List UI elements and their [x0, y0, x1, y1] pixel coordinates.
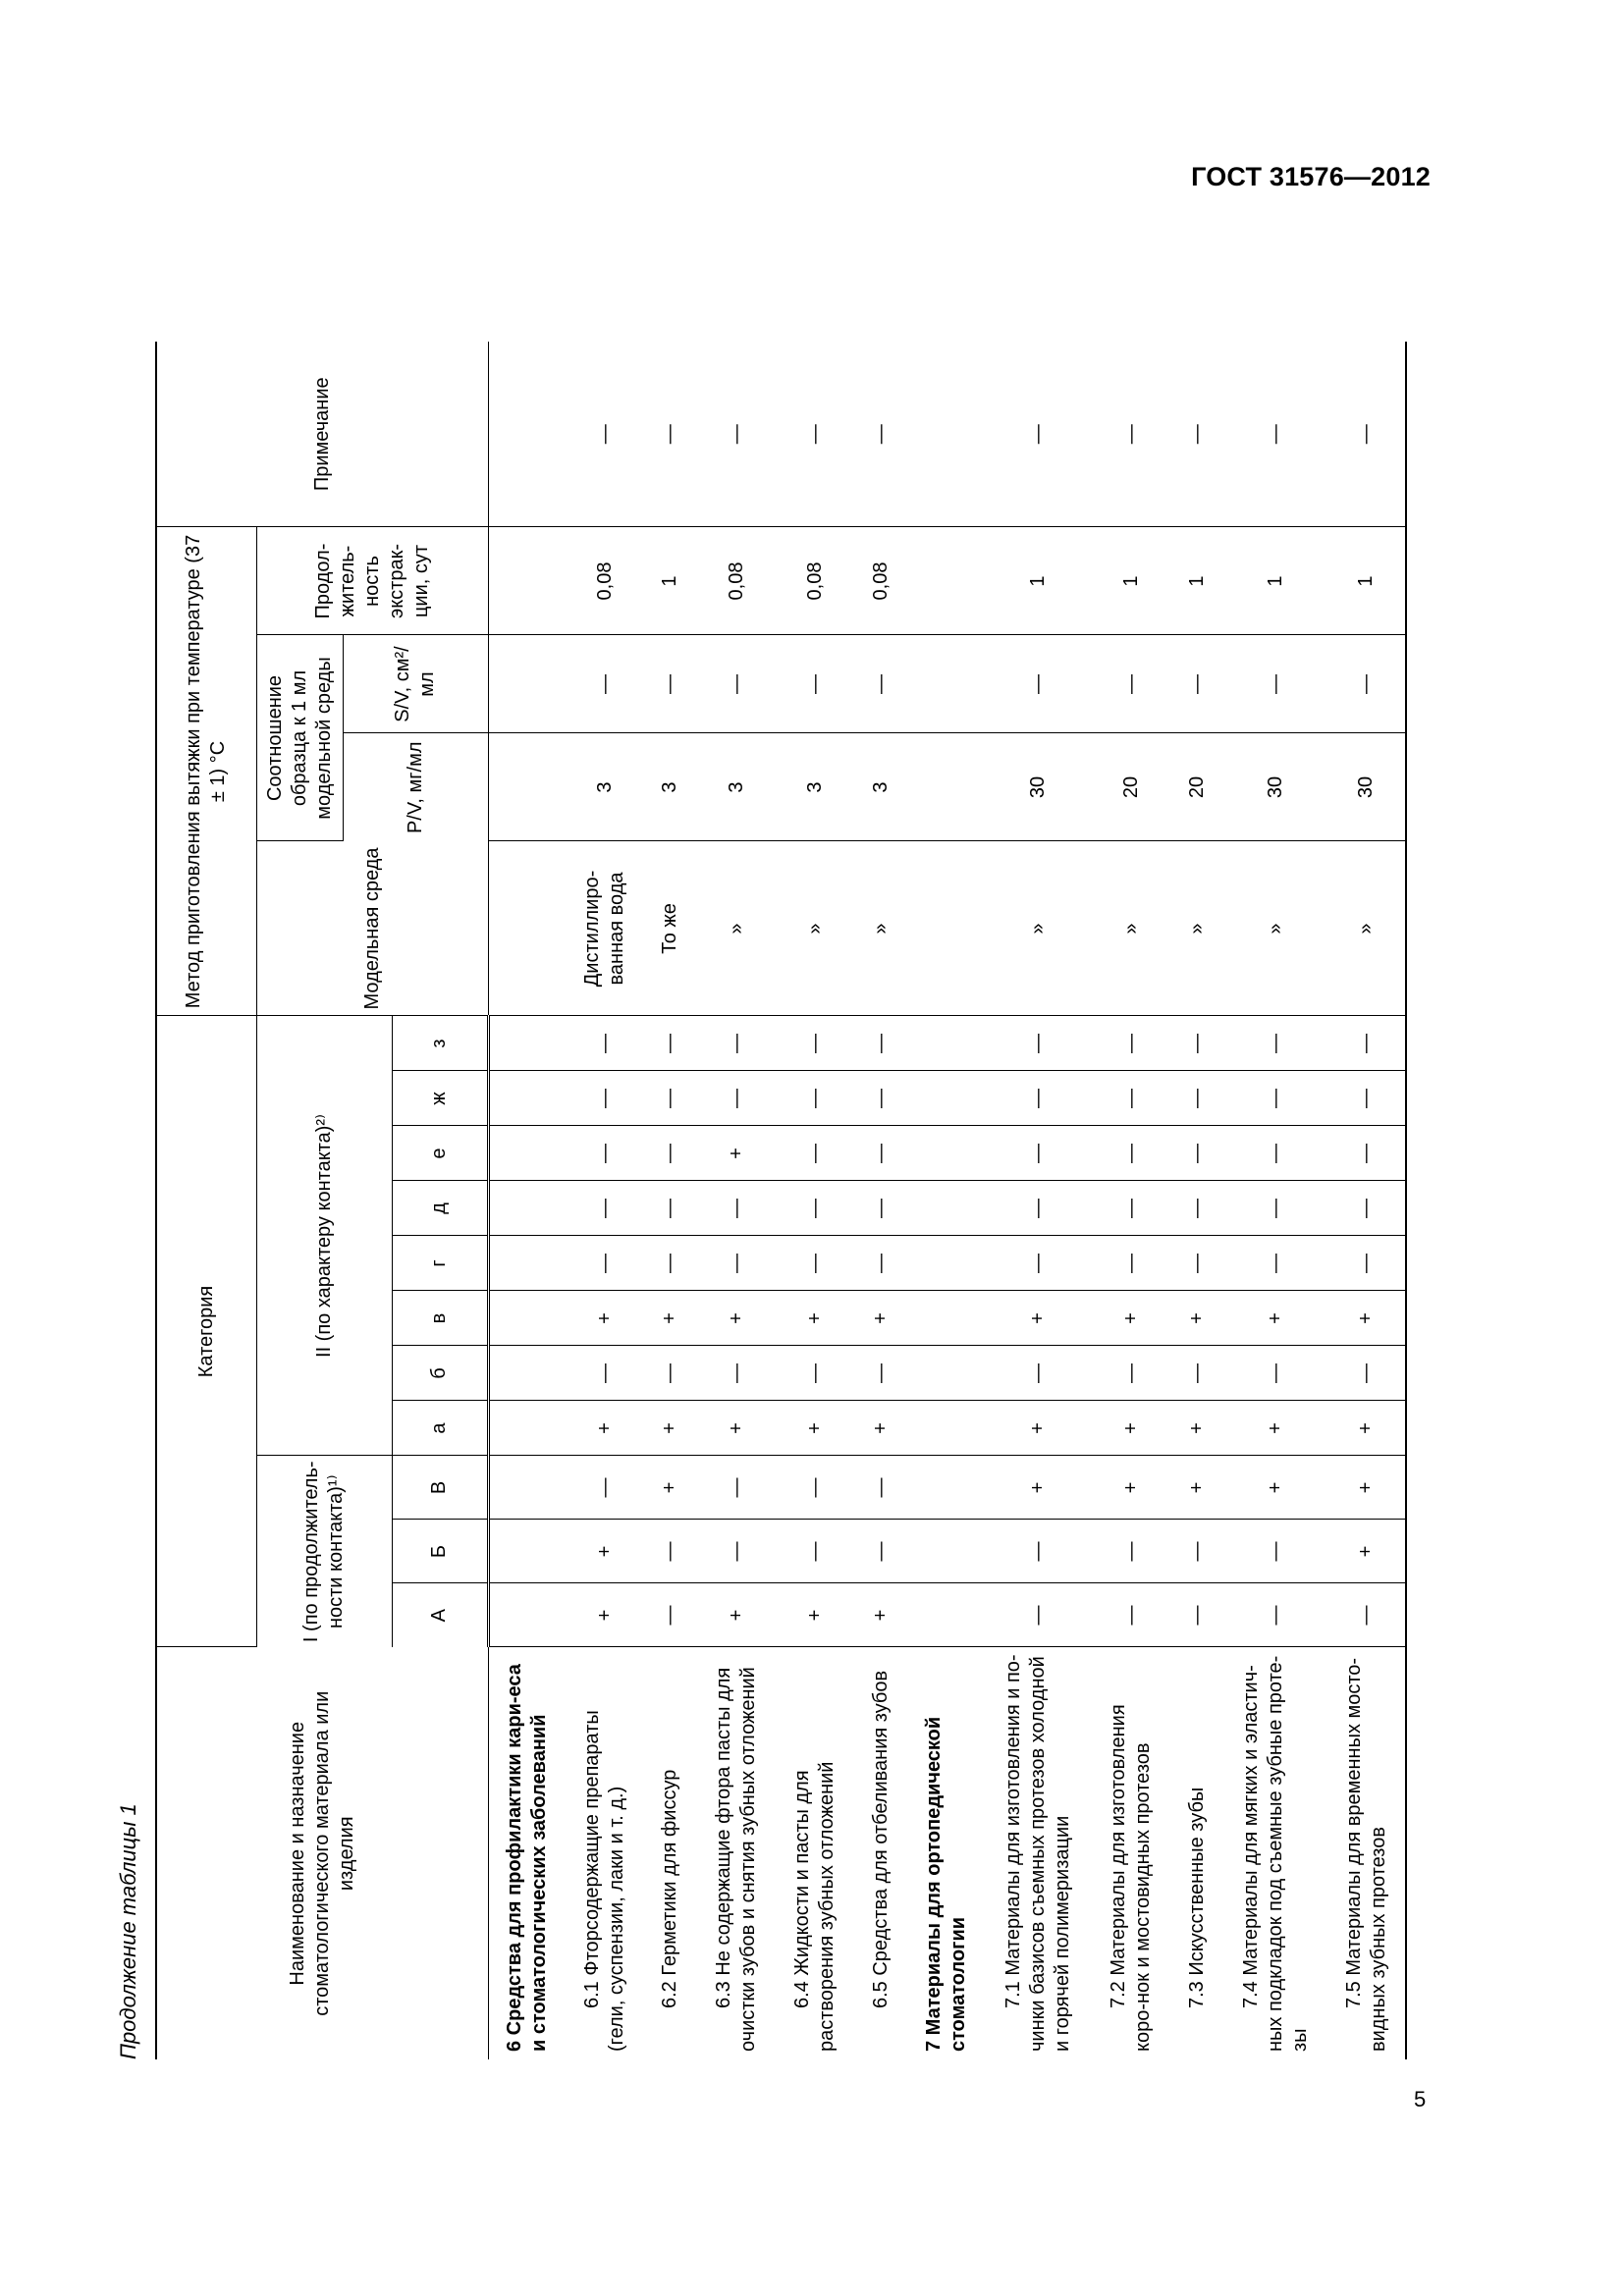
cell-z: —: [984, 1016, 1092, 1071]
table-body: [488, 342, 1406, 2059]
row-name: [908, 1647, 984, 2059]
cell-a: +: [984, 1401, 1092, 1456]
cell-A: —: [1170, 1583, 1224, 1647]
cell-pv: 3: [854, 733, 908, 841]
cell-zh: [908, 1071, 984, 1126]
cell-note: —: [854, 342, 908, 527]
cell-a: [488, 1401, 567, 1456]
cell-e: —: [1224, 1126, 1327, 1181]
cell-zh: —: [697, 1071, 776, 1126]
cell-d: —: [1327, 1181, 1406, 1236]
header-cat2-a: а: [392, 1401, 488, 1456]
row-name-text: 7.4 Материалы для мягких и эластич-ных подкладок под съемные зубные проте-зы: [1240, 1655, 1311, 2052]
cell-V: —: [697, 1456, 776, 1520]
cell-zh: —: [984, 1071, 1092, 1126]
cell-V: +: [1327, 1456, 1406, 1520]
cell-B: —: [697, 1520, 776, 1583]
cell-pv: 20: [1092, 733, 1170, 841]
row-name: [1092, 1647, 1170, 2059]
cell-pv: [908, 733, 984, 841]
table-row: [697, 342, 776, 2059]
cell-g: —: [643, 1236, 697, 1291]
cell-pv: 20: [1170, 733, 1224, 841]
cell-a: +: [1224, 1401, 1327, 1456]
cell-e: —: [1170, 1126, 1224, 1181]
cell-sv: —: [1170, 635, 1224, 733]
cell-dur: 0,08: [854, 527, 908, 635]
cell-b: —: [1092, 1346, 1170, 1401]
cell-z: —: [1327, 1016, 1406, 1071]
cell-a: +: [643, 1401, 697, 1456]
cell-pv: 3: [567, 733, 643, 841]
cell-b: —: [854, 1346, 908, 1401]
cell-d: —: [643, 1181, 697, 1236]
cell-g: —: [697, 1236, 776, 1291]
cell-g: [908, 1236, 984, 1291]
cell-medium: То же: [643, 841, 697, 1016]
cell-v: +: [567, 1291, 643, 1346]
row-name-text: 7 Материалы для ортопедической стоматологии: [922, 1716, 969, 2052]
cell-B: —: [776, 1520, 854, 1583]
cell-dur: 0,08: [697, 527, 776, 635]
cell-note: [908, 342, 984, 527]
cell-sv: —: [1327, 635, 1406, 733]
cell-note: —: [1224, 342, 1327, 527]
cell-medium: »: [697, 841, 776, 1016]
cell-A: +: [567, 1583, 643, 1647]
cell-z: —: [1170, 1016, 1224, 1071]
header-note: Примечание: [156, 342, 488, 527]
header-category-1: I (по продолжитель-ности контакта)¹⁾: [256, 1456, 392, 1647]
cell-dur: 1: [643, 527, 697, 635]
cell-b: —: [1224, 1346, 1327, 1401]
cell-note: —: [776, 342, 854, 527]
cell-d: —: [697, 1181, 776, 1236]
cell-B: +: [1327, 1520, 1406, 1583]
rotated-table-block: [116, 243, 1422, 2059]
cell-e: [488, 1126, 567, 1181]
header-cat2-v: в: [392, 1291, 488, 1346]
cell-dur: 1: [1224, 527, 1327, 635]
cell-pv: 3: [776, 733, 854, 841]
row-name: [697, 1647, 776, 2059]
header-cat2-z: з: [392, 1016, 488, 1071]
cell-V: +: [1092, 1456, 1170, 1520]
table-row: [1092, 342, 1170, 2059]
cell-medium: [908, 841, 984, 1016]
cell-d: —: [1170, 1181, 1224, 1236]
cell-a: +: [697, 1401, 776, 1456]
cell-e: —: [854, 1126, 908, 1181]
cell-A: —: [984, 1583, 1092, 1647]
cell-V: —: [776, 1456, 854, 1520]
cell-dur: 0,08: [567, 527, 643, 635]
cell-z: —: [1092, 1016, 1170, 1071]
page-number: 5: [1414, 2087, 1427, 2111]
header-cat1-a: А: [392, 1583, 488, 1647]
cell-sv: —: [776, 635, 854, 733]
cell-e: —: [776, 1126, 854, 1181]
cell-dur: 1: [1327, 527, 1406, 635]
row-name: [776, 1647, 854, 2059]
header-cat2-d: д: [392, 1181, 488, 1236]
cell-z: [908, 1016, 984, 1071]
cell-g: [488, 1236, 567, 1291]
cell-d: —: [567, 1181, 643, 1236]
row-name-text: 6.3 Не содержащие фтора пасты для очистки зубов и снятия зубных отложений: [713, 1667, 759, 2052]
cell-b: —: [567, 1346, 643, 1401]
row-name-text: 7.3 Искусственные зубы: [1186, 1787, 1208, 2008]
cell-B: —: [1170, 1520, 1224, 1583]
cell-e: —: [984, 1126, 1092, 1181]
table-row: [776, 342, 854, 2059]
cell-b: —: [1327, 1346, 1406, 1401]
cell-a: +: [776, 1401, 854, 1456]
cell-note: —: [643, 342, 697, 527]
cell-dur: [488, 527, 567, 635]
cell-B: —: [643, 1520, 697, 1583]
cell-A: +: [776, 1583, 854, 1647]
cell-z: —: [697, 1016, 776, 1071]
cell-e: [908, 1126, 984, 1181]
cell-z: —: [854, 1016, 908, 1071]
cell-b: —: [776, 1346, 854, 1401]
header-pv: P/V, мг/мл: [343, 733, 488, 841]
cell-sv: —: [697, 635, 776, 733]
table-row: [1170, 342, 1224, 2059]
cell-g: —: [1327, 1236, 1406, 1291]
cell-v: +: [697, 1291, 776, 1346]
cell-v: +: [1092, 1291, 1170, 1346]
row-name: [1170, 1647, 1224, 2059]
cell-b: [488, 1346, 567, 1401]
cell-a: +: [1170, 1401, 1224, 1456]
cell-medium: »: [854, 841, 908, 1016]
cell-B: —: [1092, 1520, 1170, 1583]
cell-g: —: [1092, 1236, 1170, 1291]
row-name-text: 6.2 Герметики для фиссур: [659, 1769, 680, 2008]
cell-b: —: [697, 1346, 776, 1401]
cell-V: +: [1224, 1456, 1327, 1520]
cell-zh: —: [854, 1071, 908, 1126]
cell-dur: [908, 527, 984, 635]
row-name-text: 7.5 Материалы для временных мосто-видных зубных протезов: [1342, 1657, 1389, 2052]
table-row: [643, 342, 697, 2059]
cell-v: [488, 1291, 567, 1346]
cell-sv: [488, 635, 567, 733]
row-name: [567, 1647, 643, 2059]
cell-sv: [908, 635, 984, 733]
header-cat2-b: б: [392, 1346, 488, 1401]
cell-e: —: [1092, 1126, 1170, 1181]
cell-v: +: [984, 1291, 1092, 1346]
cell-g: —: [776, 1236, 854, 1291]
header-category-2: II (по характеру контакта)²⁾: [256, 1016, 392, 1456]
table-row: [1327, 342, 1406, 2059]
row-name-text: 6 Средства для профилактики кари-еса и стоматологических заболеваний: [504, 1664, 551, 2052]
cell-medium: »: [1170, 841, 1224, 1016]
cell-pv: 30: [984, 733, 1092, 841]
cell-v: +: [1170, 1291, 1224, 1346]
cell-d: —: [1092, 1181, 1170, 1236]
cell-pv: [488, 733, 567, 841]
row-name-text: 6.1 Фторсодержащие препараты (гели, суспензии, лаки и т. д.): [581, 1710, 627, 2052]
cell-d: —: [1224, 1181, 1327, 1236]
cell-d: —: [776, 1181, 854, 1236]
header-cat2-g: г: [392, 1236, 488, 1291]
cell-pv: 3: [697, 733, 776, 841]
cell-zh: —: [643, 1071, 697, 1126]
cell-sv: —: [643, 635, 697, 733]
table-continuation-caption: Продолжение таблицы 1: [116, 1803, 140, 2059]
cell-g: —: [984, 1236, 1092, 1291]
header-method: Метод приготовления вытяжки при температуре (37 ± 1) °С: [156, 527, 256, 1016]
table-row: [567, 342, 643, 2059]
header-cat1-b: Б: [392, 1520, 488, 1583]
cell-v: [908, 1291, 984, 1346]
cell-a: +: [567, 1401, 643, 1456]
header-ratio: Соотношение образца к 1 мл модельной среды: [256, 635, 343, 841]
table-row: [908, 342, 984, 2059]
header-category: Категория: [156, 1016, 256, 1647]
cell-z: [488, 1016, 567, 1071]
cell-e: —: [1327, 1126, 1406, 1181]
cell-a: +: [1327, 1401, 1406, 1456]
cell-B: [908, 1520, 984, 1583]
cell-medium: »: [984, 841, 1092, 1016]
cell-V: —: [567, 1456, 643, 1520]
cell-z: —: [776, 1016, 854, 1071]
row-name-text: 7.1 Материалы для изготовления и по-чинки базисов съемных протезов холодной и горячей полимеризации: [1001, 1654, 1073, 2052]
cell-v: +: [643, 1291, 697, 1346]
cell-a: [908, 1401, 984, 1456]
cell-v: +: [776, 1291, 854, 1346]
row-name: [1224, 1647, 1327, 2059]
cell-a: +: [854, 1401, 908, 1456]
cell-note: —: [1327, 342, 1406, 527]
cell-medium: »: [1224, 841, 1327, 1016]
cell-g: —: [1170, 1236, 1224, 1291]
row-name-text: 7.2 Материалы для изготовления коро-нок и мостовидных протезов: [1108, 1704, 1154, 2052]
cell-g: —: [1224, 1236, 1327, 1291]
cell-B: —: [854, 1520, 908, 1583]
cell-zh: —: [1327, 1071, 1406, 1126]
cell-A: —: [643, 1583, 697, 1647]
cell-A: [908, 1583, 984, 1647]
cell-note: —: [1170, 342, 1224, 527]
cell-pv: 30: [1327, 733, 1406, 841]
row-name: [488, 1647, 567, 2059]
cell-b: —: [1170, 1346, 1224, 1401]
cell-a: +: [1092, 1401, 1170, 1456]
cell-A: +: [854, 1583, 908, 1647]
header-duration: Продол-житель-ность экстрак-ции, сут: [256, 527, 488, 635]
cell-B: —: [1224, 1520, 1327, 1583]
cell-dur: 0,08: [776, 527, 854, 635]
cell-V: —: [854, 1456, 908, 1520]
cell-dur: 1: [1170, 527, 1224, 635]
cell-B: —: [984, 1520, 1092, 1583]
cell-dur: 1: [1092, 527, 1170, 635]
cell-note: —: [984, 342, 1092, 527]
cell-medium: [488, 841, 567, 1016]
cell-z: —: [567, 1016, 643, 1071]
cell-b: —: [984, 1346, 1092, 1401]
cell-V: +: [984, 1456, 1092, 1520]
cell-A: +: [697, 1583, 776, 1647]
table-row: [984, 342, 1092, 2059]
cell-V: [908, 1456, 984, 1520]
cell-B: [488, 1520, 567, 1583]
row-name: [643, 1647, 697, 2059]
cell-sv: —: [567, 635, 643, 733]
cell-g: —: [567, 1236, 643, 1291]
cell-d: —: [984, 1181, 1092, 1236]
cell-A: —: [1327, 1583, 1406, 1647]
cell-e: —: [643, 1126, 697, 1181]
cell-b: [908, 1346, 984, 1401]
header-medium: Модельная среда: [256, 841, 488, 1016]
cell-medium: »: [1092, 841, 1170, 1016]
cell-sv: —: [854, 635, 908, 733]
cell-zh: —: [1224, 1071, 1327, 1126]
table-row: [488, 342, 567, 2059]
cell-v: +: [1224, 1291, 1327, 1346]
header-cat2-e: е: [392, 1126, 488, 1181]
cell-pv: 30: [1224, 733, 1327, 841]
categories-table: [155, 342, 1407, 2059]
cell-note: —: [567, 342, 643, 527]
row-name: [984, 1647, 1092, 2059]
cell-zh: [488, 1071, 567, 1126]
cell-e: +: [697, 1126, 776, 1181]
header-cat1-v: В: [392, 1456, 488, 1520]
cell-note: —: [697, 342, 776, 527]
row-name: [854, 1647, 908, 2059]
cell-V: +: [643, 1456, 697, 1520]
cell-sv: —: [1092, 635, 1170, 733]
header-sv: S/V, см²/мл: [343, 635, 488, 733]
cell-d: [908, 1181, 984, 1236]
cell-v: +: [854, 1291, 908, 1346]
cell-zh: —: [1092, 1071, 1170, 1126]
cell-sv: —: [984, 635, 1092, 733]
cell-V: +: [1170, 1456, 1224, 1520]
cell-zh: —: [776, 1071, 854, 1126]
table-row: [1224, 342, 1327, 2059]
row-name: [1327, 1647, 1406, 2059]
header-cat2-zh: ж: [392, 1071, 488, 1126]
cell-note: [488, 342, 567, 527]
cell-g: —: [854, 1236, 908, 1291]
row-name-text: 6.4 Жидкости и пасты для растворения зубных отложений: [791, 1761, 838, 2052]
cell-z: —: [643, 1016, 697, 1071]
cell-b: —: [643, 1346, 697, 1401]
cell-zh: —: [1170, 1071, 1224, 1126]
standard-designation: ГОСТ 31576—2012: [1191, 162, 1431, 191]
row-name-text: 6.5 Средства для отбеливания зубов: [870, 1670, 892, 2008]
cell-v: +: [1327, 1291, 1406, 1346]
cell-V: [488, 1456, 567, 1520]
cell-medium: Дистиллиро-ванная вода: [567, 841, 643, 1016]
cell-z: —: [1224, 1016, 1327, 1071]
cell-A: —: [1224, 1583, 1327, 1647]
header-name: Наименование и назначение стоматологического материала или изделия: [156, 1647, 488, 2059]
cell-A: [488, 1583, 567, 1647]
cell-medium: »: [1327, 841, 1406, 1016]
cell-d: —: [854, 1181, 908, 1236]
table-row: [854, 342, 908, 2059]
cell-dur: 1: [984, 527, 1092, 635]
cell-note: —: [1092, 342, 1170, 527]
cell-B: +: [567, 1520, 643, 1583]
cell-pv: 3: [643, 733, 697, 841]
cell-A: —: [1092, 1583, 1170, 1647]
cell-zh: —: [567, 1071, 643, 1126]
cell-sv: —: [1224, 635, 1327, 733]
cell-medium: »: [776, 841, 854, 1016]
cell-e: —: [567, 1126, 643, 1181]
cell-d: [488, 1181, 567, 1236]
